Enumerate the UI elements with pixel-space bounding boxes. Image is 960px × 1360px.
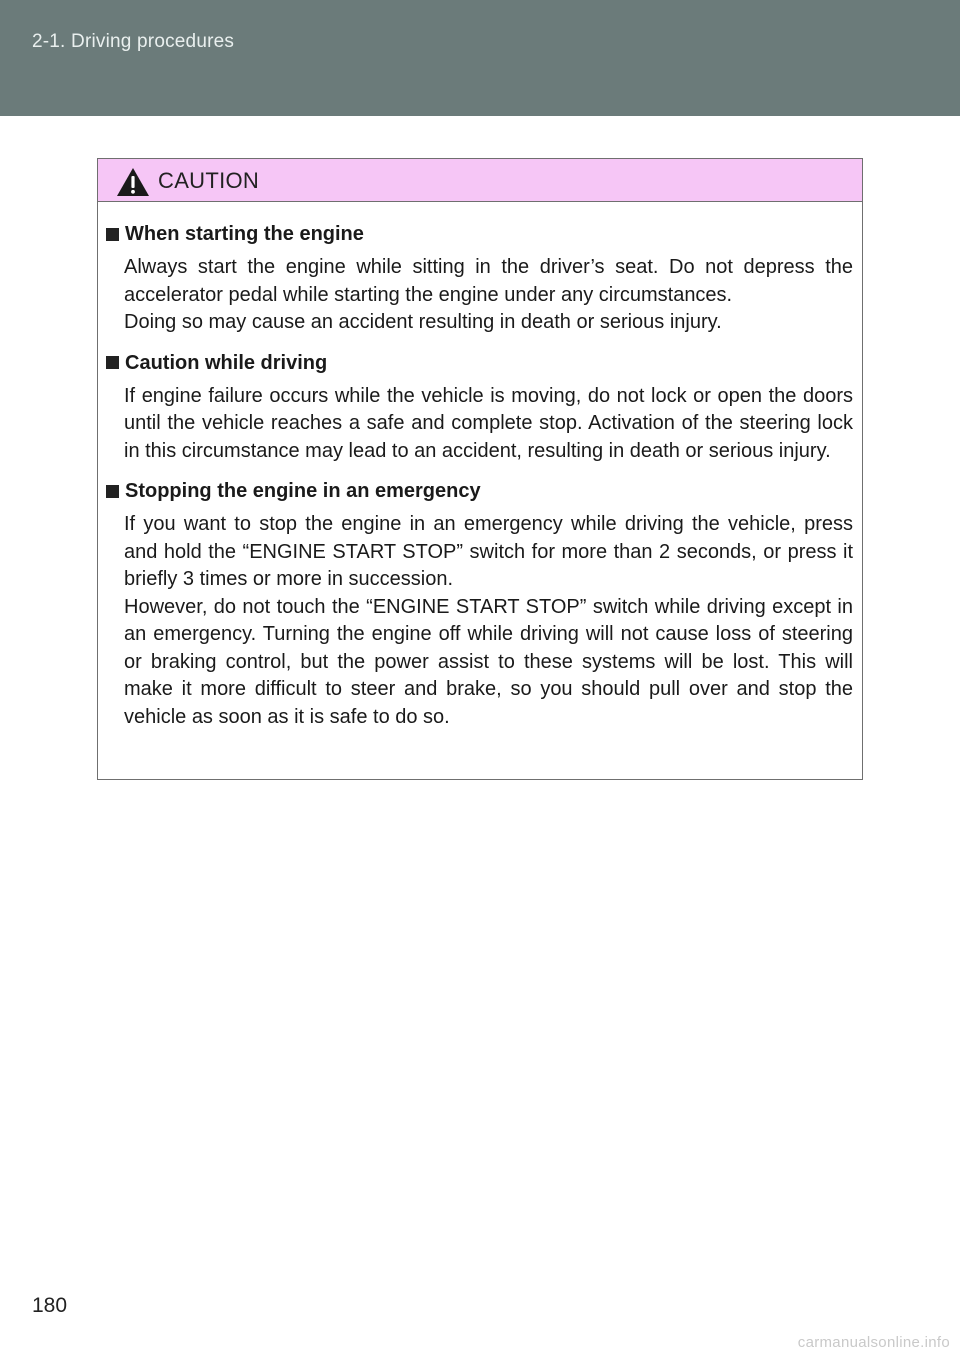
caution-body xyxy=(98,202,862,731)
paragraph: If you want to stop the engine in an emergency while driving the vehicle, press and hold the “ENGINE START STOP” switch for more than 2 seconds, or press it briefly 3 times or more in succession. xyxy=(124,513,853,590)
section-heading-text: When starting the engine xyxy=(125,223,364,245)
caution-section xyxy=(106,220,853,337)
paragraph: However, do not touch the “ENGINE START STOP” switch while driving except in an emergency. Turning the engine off while driving will not cause loss of steering or braking control, but the power assist to these systems will be lost. This will make it more difficult to steer and brake, so you should pull over and stop the vehicle as soon as it is safe to do so. xyxy=(124,595,853,728)
square-bullet-icon xyxy=(106,228,119,241)
paragraph: Always start the engine while sitting in the driver’s seat. Do not depress the accelerator pedal while starting the engine under any circumstances. xyxy=(124,256,853,306)
paragraph: If engine failure occurs while the vehicle is moving, do not lock or open the doors until the vehicle reaches a safe and complete stop. Activation of the steering lock in this circumstance may lead to an accident, resulting in death or serious injury. xyxy=(124,384,853,462)
page-number: 180 xyxy=(32,1294,68,1317)
caution-header xyxy=(98,159,862,202)
section-heading xyxy=(106,349,853,377)
caution-section xyxy=(106,477,853,731)
section-title: 2-1. Driving procedures xyxy=(32,31,235,52)
page-header xyxy=(0,0,960,116)
paragraph: Doing so may cause an accident resulting in death or serious injury. xyxy=(124,311,722,333)
square-bullet-icon xyxy=(106,485,119,498)
square-bullet-icon xyxy=(106,356,119,369)
watermark: carmanualsonline.info xyxy=(797,1334,950,1351)
warning-triangle-icon xyxy=(116,167,150,197)
section-heading-text: Stopping the engine in an emergency xyxy=(125,480,481,502)
caution-box xyxy=(97,158,863,780)
section-heading xyxy=(106,477,853,505)
section-heading xyxy=(106,220,853,248)
caution-title: CAUTION xyxy=(158,168,260,193)
section-heading-text: Caution while driving xyxy=(125,351,328,374)
caution-section xyxy=(106,349,853,466)
